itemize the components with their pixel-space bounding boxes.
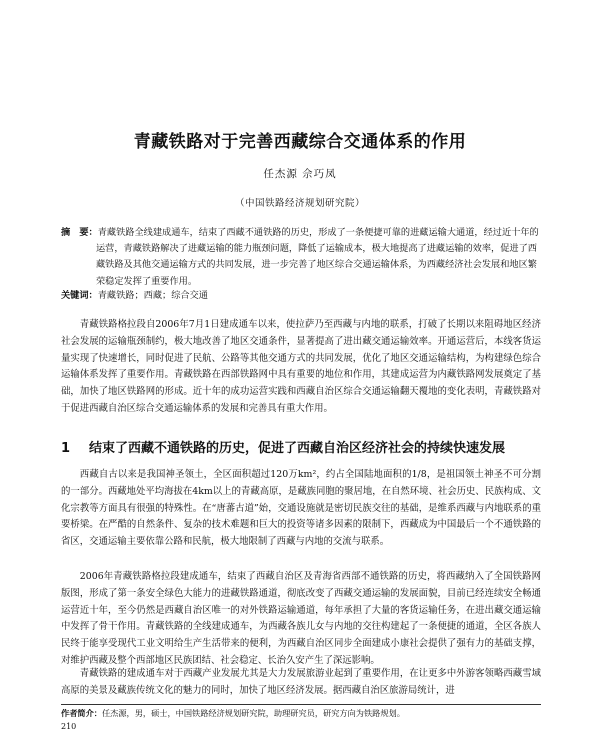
section-heading-1	[61, 437, 551, 456]
abstract-block	[61, 225, 541, 290]
page-number: 210	[61, 722, 77, 731]
footnote-text: 任杰源，男，硕士，中国铁路经济规划研究院，助理研究员，研究方向为铁路规划。	[101, 708, 405, 718]
keywords-text: 青藏铁路；西藏；综合交通	[97, 290, 208, 301]
keywords-label: 关键词：	[61, 290, 98, 301]
body-paragraph-2: 西藏自古以来是我国神圣领土，全区面积超过120万km²，约占全国陆地面积的1/8，是祖国领土神圣不可分割的一部分。西藏地处平均海拔在4km以上的青藏高原，是藏族同胞的聚居地，在自然环境、社会历史、民族构成、文化宗教等方面具有很强的特殊性。在“唐蕃古道”始，交通设施就是密切民族交往的基础，是维系西藏与内地联系的重要桥梁。在严酷的自然条件、复杂的技术难题和巨大的投资等诸多因素的限制下，西藏成为中国最后一个不通铁路的省区，交通运输主要依靠公路和民航，极大地限制了西藏与内地的交流与联系。	[61, 469, 541, 548]
body-paragraph-3: 2006年青藏铁路格拉段建成通车，结束了西藏自治区及青海省西部不通铁路的历史，将西藏纳入了全国铁路网版图，形成了第一条安全绿色大能力的进藏铁路通道，彻底改变了西藏交通运输的发展面貌，目前已经连续安全畅通运营近十年，至今仍然是西藏自治区唯一的对外铁路运输通道，每年承担了大量的客货运输任务，在进出藏交通运输中发挥了骨干作用。青藏铁路的全线建成通车，为西藏各族儿女与内地的交往构建起了一条便捷的通道，全区各族人民终于能享受现代工业文明给生产生活带来的便利，为西藏自治区同步全面建成小康社会提供了强有力的基础支撑，对维护西藏及整个西部地区民族团结、社会稳定、长治久安产生了深远影响。	[61, 571, 541, 666]
paper-title: 青藏铁路对于完善西藏综合交通体系的作用	[133, 132, 467, 152]
keywords-block	[61, 288, 541, 304]
body-paragraph-1: 青藏铁路格拉段自2006年7月1日建成通车以来，使拉萨乃至西藏与内地的联系，打破了长期以来阻碍地区经济社会发展的运输瓶颈制约，极大地改善了地区交通条件，显著提高了进出藏交通运输效率。开通运营后，本线客货运量实现了快速增长，同时促进了民航、公路等其他交通方式的共同发展，优化了地区交通运输结构，为构建绿色综合运输体系发挥了重要作用。青藏铁路在西部铁路网中具有重要的地位和作用，其建成运营为内藏铁路网发展奠定了基础，加快了地区铁路网的形成。近十年的成功运营实践和西藏自治区综合交通运输翻天覆地的变化表明，青藏铁路对于促进西藏自治区综合交通运输体系的发展和完善具有重大作用。	[61, 319, 541, 414]
section-number: 1	[61, 441, 71, 456]
author-affiliation: （中国铁路经济规划研究院）	[234, 198, 365, 209]
footnote-divider	[61, 704, 541, 705]
section-title: 结束了西藏不通铁路的历史，促进了西藏自治区经济社会的持续快速发展	[89, 441, 506, 456]
footnote-label: 作者简介：	[61, 708, 102, 718]
body-paragraph-4: 青藏铁路的建成通车对于西藏产业发展尤其是大力发展旅游业起到了重要作用，在让更多中外游客领略西藏雪域高原的美景及藏族传统文化的魅力的同时，加快了地区经济发展。据西藏自治区旅游局统计，进	[61, 668, 541, 696]
author-footnote	[61, 707, 551, 719]
abstract-text: 青藏铁路全线建成通车，结束了西藏不通铁路的历史，形成了一条便捷可靠的进藏运输大通道，经过近十年的运营，青藏铁路解决了进藏运输的能力瓶颈问题，降低了运输成本，极大地提高了进藏运输的效率，促进了西藏铁路及其他交通运输方式的共同发展，进一步完善了地区综合交通运输体系，为西藏经济社会发展和地区繁荣稳定发挥了重要作用。	[96, 227, 539, 287]
paper-authors: 任杰源 佘巧凤	[263, 168, 337, 180]
abstract-label: 摘 要：	[61, 227, 98, 238]
